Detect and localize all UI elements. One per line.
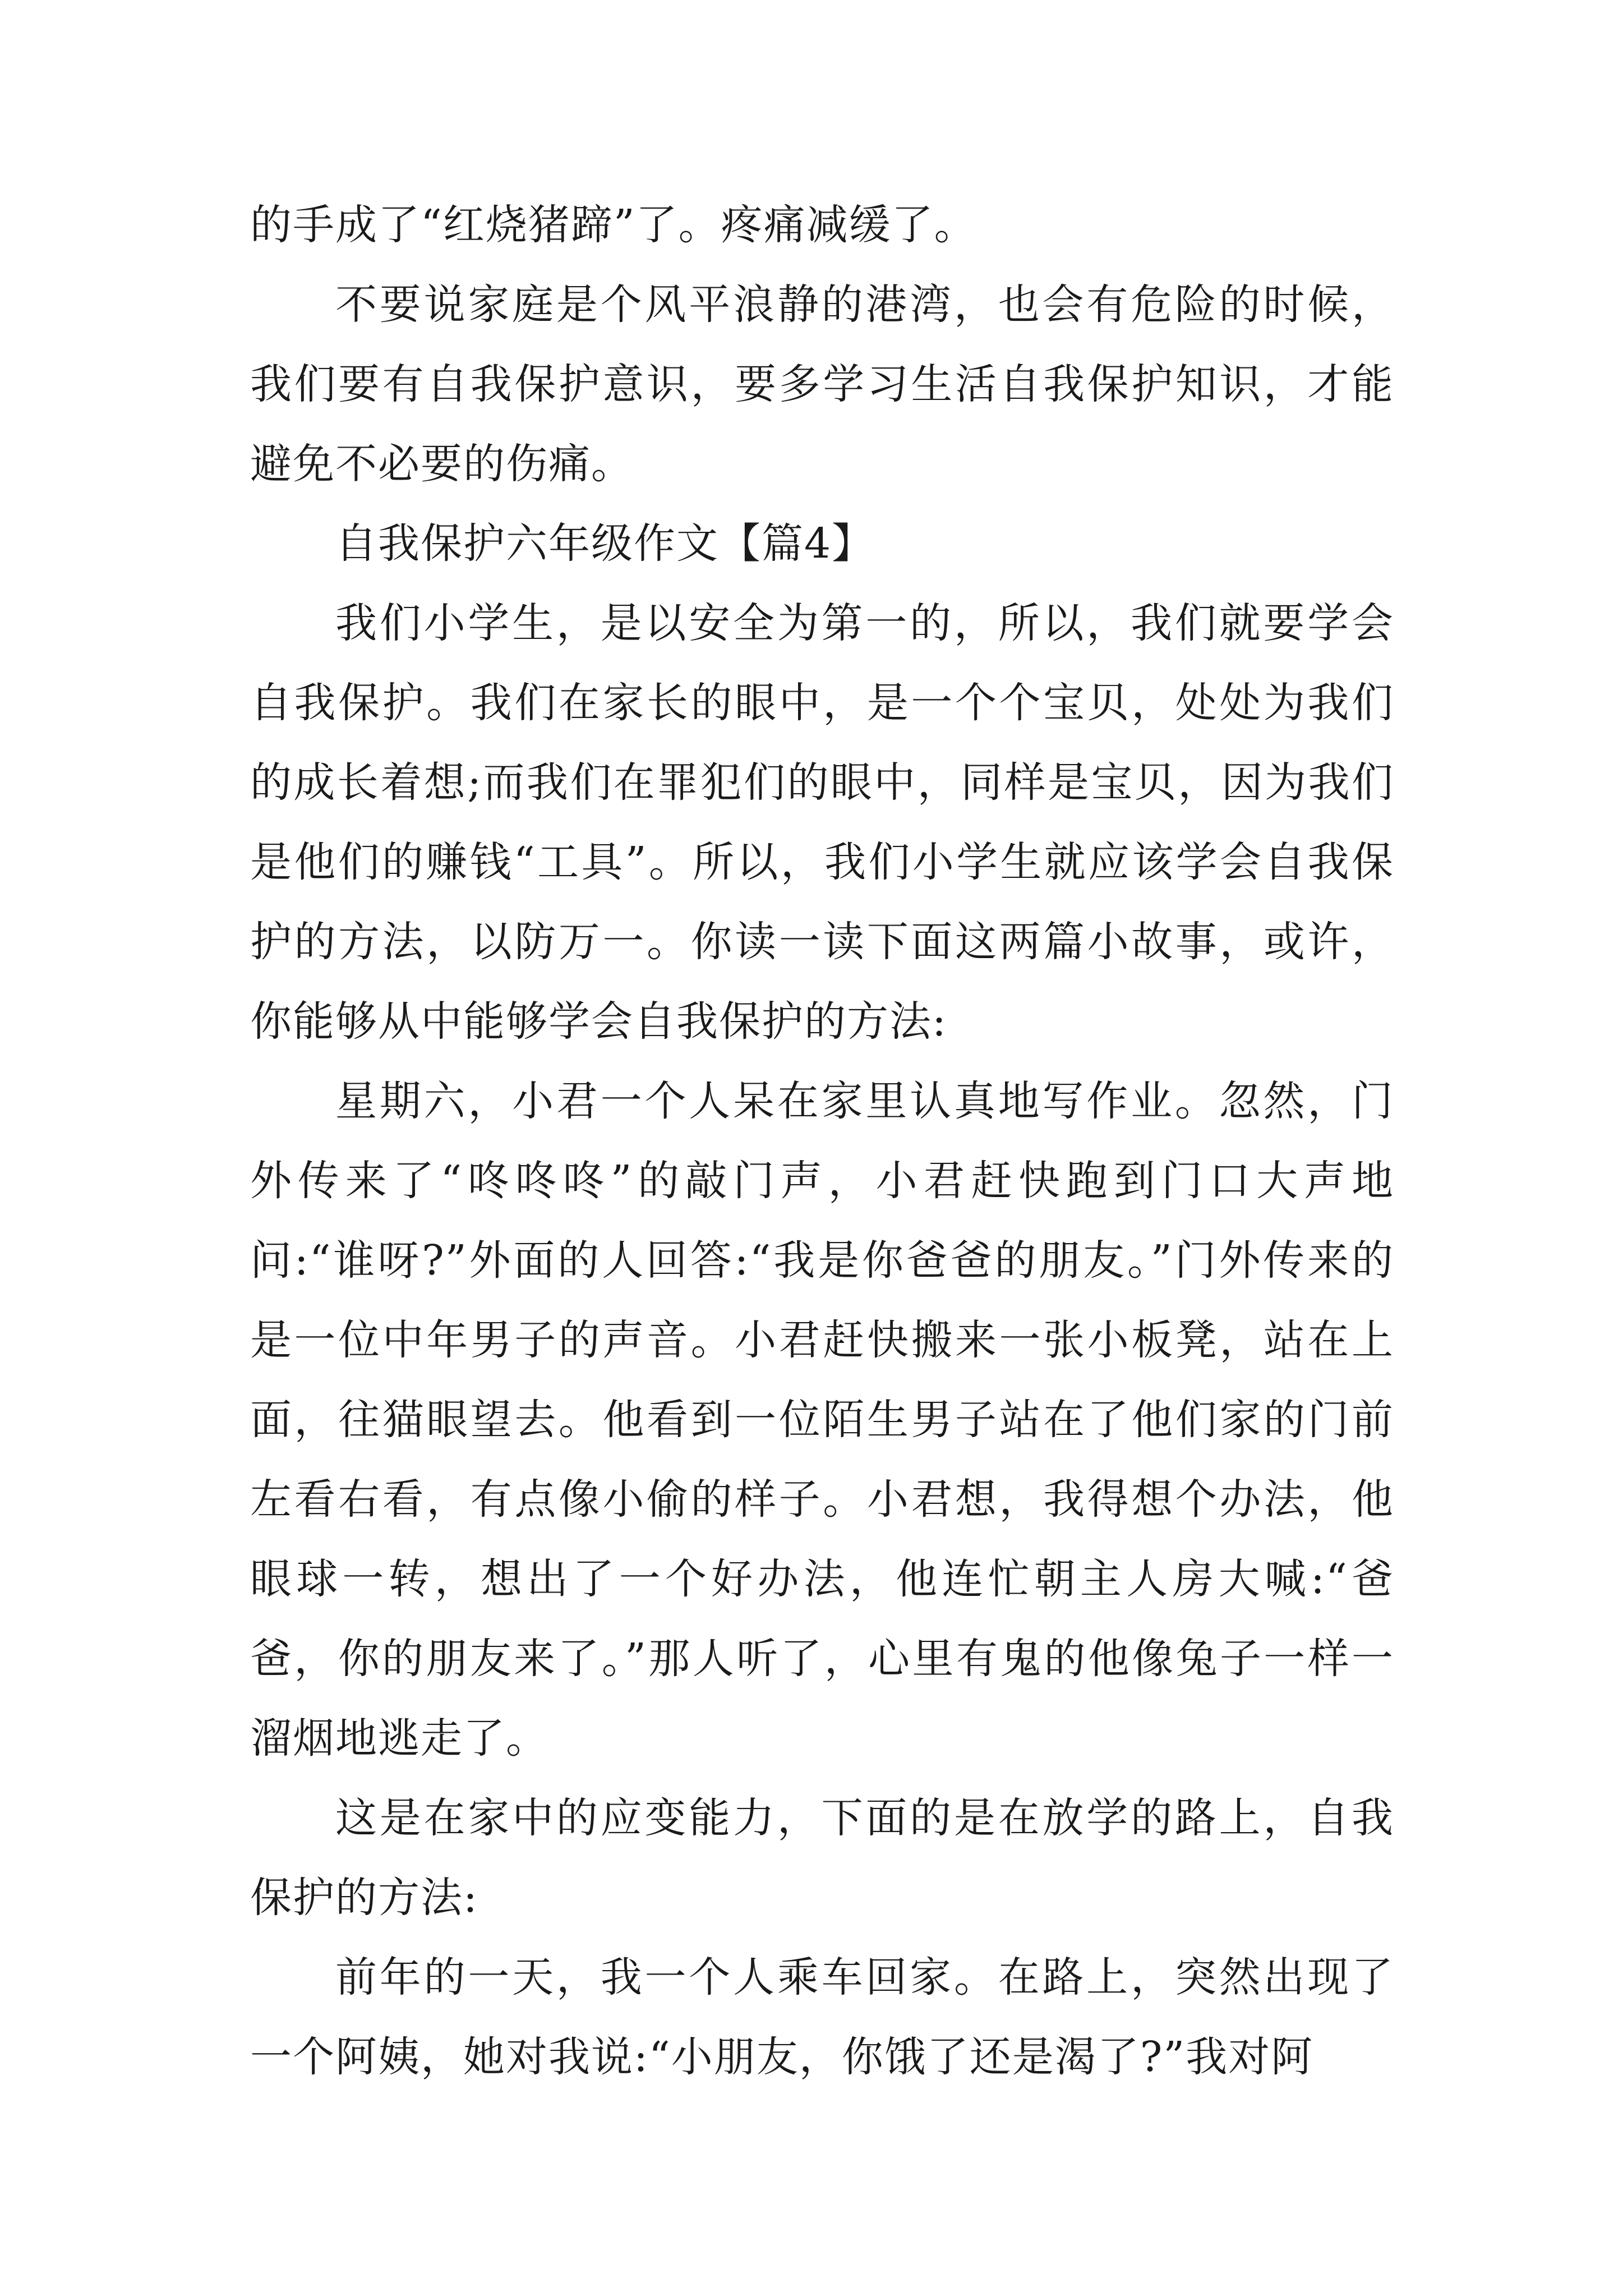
paragraph-transition: 这是在家中的应变能力，下面的是在放学的路上，自我保护的方法: [250,1794,1394,1922]
section-heading: 自我保护六年级作文【篇4】 [335,519,875,568]
paragraph-story-one: 星期六，小君一个人呆在家里认真地写作业。忽然，门外传来了“咚咚咚”的敲门声，小君赶快跑到门口大声地问:“谁呀?”外面的人回答:“我是你爸爸的朋友。”门外传来的是一位中年男子的声音。小君赶快搬来一张小板凳，站在上面，往猫眼望去。他看到一位陌生男子站在了他们家的门前左看右看，有点像小偷的样子。小君想，我得想个办法，他眼球一转，想出了一个好办法，他连忙朝主人房大喊:“爸爸，你的朋友来了。”那人听了，心里有鬼的他像兔子一样一溜烟地逃走了。 [250,1077,1394,1763]
document-body [250,185,1394,2097]
paragraph-continuation: 的手成了“红烧猪蹄”了。疼痛减缓了。 [250,201,977,249]
paragraph-story-two: 前年的一天，我一个人乘车回家。在路上，突然出现了一个阿姨，她对我说:“小朋友，你饿了还是渴了?”我对阿 [250,1953,1394,2081]
paragraph-intro: 我们小学生，是以安全为第一的，所以，我们就要学会自我保护。我们在家长的眼中，是一个个宝贝，处处为我们的成长着想;而我们在罪犯们的眼中，同样是宝贝，因为我们是他们的赚钱“工具”。所以，我们小学生就应该学会自我保护的方法，以防万一。你读一读下面这两篇小故事，或许，你能够从中能够学会自我保护的方法: [250,599,1394,1046]
paragraph-family-safety: 不要说家庭是个风平浪静的港湾，也会有危险的时候，我们要有自我保护意识，要多学习生活自我保护知识，才能避免不必要的伤痛。 [250,280,1394,488]
